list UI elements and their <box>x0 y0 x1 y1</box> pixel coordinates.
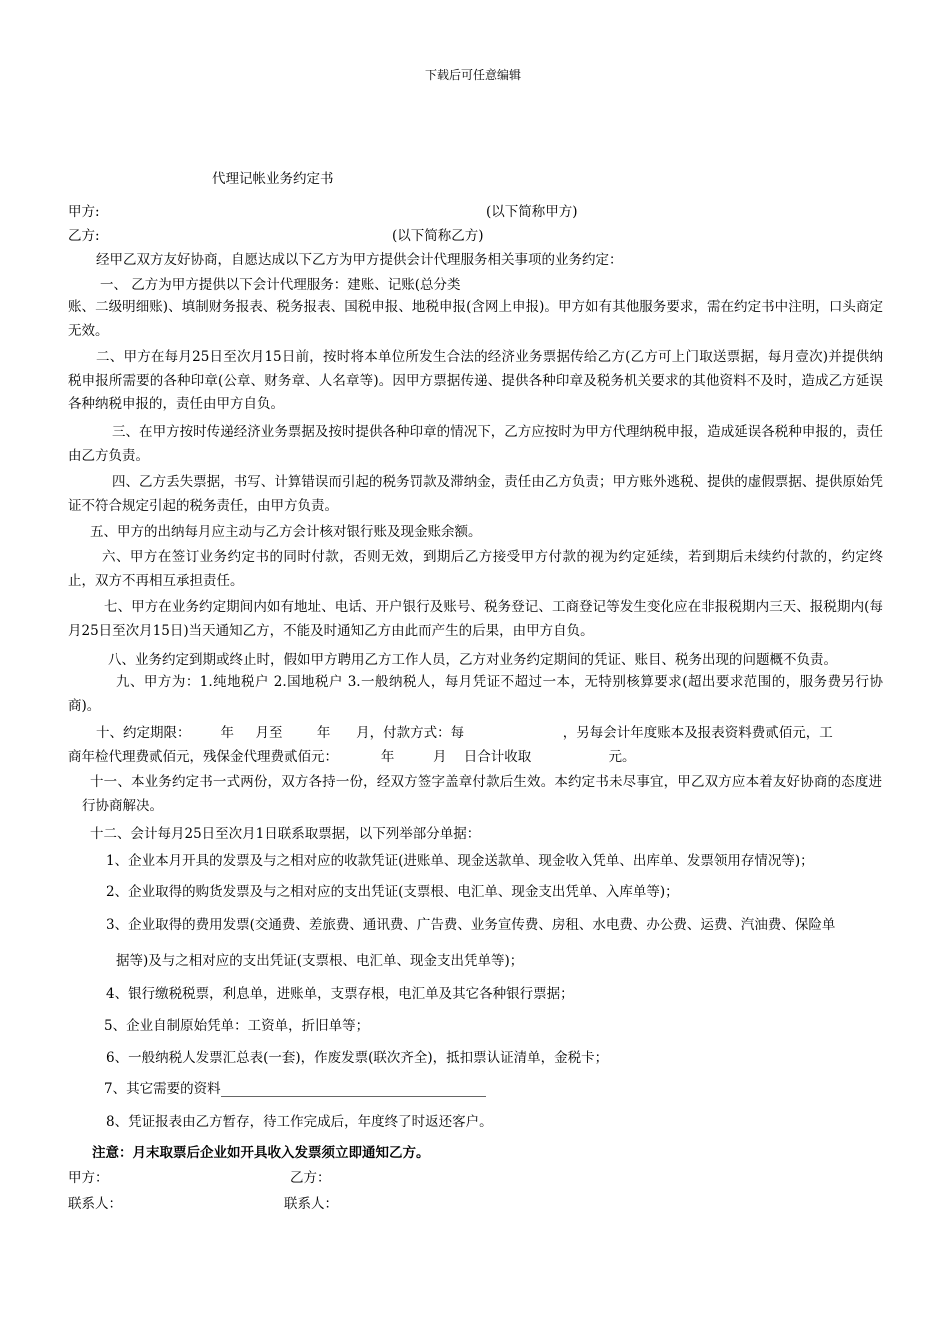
list-item-5: 5、企业自制原始凭单：工资单，折旧单等； <box>104 1018 370 1034</box>
clause-9: 九、甲方为：1.纯地税户 2.国地税户 3.一般纳税人，每月凭证不超过一本，无特别核算要求(超出要求范围的，服务费另行协商)。 <box>68 674 883 714</box>
clause-12: 十二、会计每月25日至次月1日联系取票据，以下列举部分单据： <box>90 826 481 842</box>
page-header: 下载后可任意编辑 <box>425 68 522 82</box>
party-a-note: (以下简称甲方) <box>486 204 578 220</box>
document-title: 代理记帐业务约定书 <box>212 171 334 187</box>
list-item-6: 6、一般纳税人发票汇总表(一套)，作废发票(联次齐全)，抵扣票认证清单，金税卡； <box>106 1050 609 1066</box>
party-b-note: (以下简称乙方) <box>392 228 484 244</box>
list-item-2: 2、企业取得的购货发票及与之相对应的支出凭证(支票根、电汇单、现金支出凭单、入库单等)； <box>106 884 679 900</box>
list-item-3-line1: 3、企业取得的费用发票(交通费、差旅费、通讯费、广告费、业务宣传费、房租、水电费、办公费、运费、汽油费、保险单 <box>106 917 836 933</box>
clause-8: 八、业务约定到期或终止时，假如甲方聘用乙方工作人员，乙方对业务约定期间的凭证、账目、税务出现的问题概不负责。 <box>108 652 837 668</box>
list-item-7 <box>104 1077 486 1097</box>
clause-11: 十一、本业务约定书一式两份，双方各持一份，经双方签字盖章付款后生效。本约定书未尽事宜，甲乙双方应本着友好协商的态度进行协商解决。 <box>82 774 882 814</box>
list-item-4: 4、银行缴税税票，利息单，进账单，支票存根，电汇单及其它各种银行票据； <box>106 986 574 1002</box>
fill-in-blank-line <box>221 1082 486 1097</box>
clause-10-line1: 十、约定期限： 年 月至 年 月，付款方式：每 ，另每会计年度账本及报表资料费贰佰元，工 <box>96 725 833 741</box>
clause-10-line2: 商年检代理费贰佰元，残保金代理费贰佰元： 年 月 日合计收取 元。 <box>68 749 636 765</box>
clause-7: 七、甲方在业务约定期间内如有地址、电话、开户银行及账号、税务登记、工商登记等发生变化应在非报税期内三天、报税期内(每月25日至次月15日)当天通知乙方，不能及时通知乙方由此而产生的后果，由甲方自负。 <box>68 599 883 639</box>
clause-1-line1: 一、 乙方为甲方提供以下会计代理服务：建账、记账(总分类 <box>100 277 461 293</box>
clause-4: 四、乙方丢失票据，书写、计算错误而引起的税务罚款及滞纳金，责任由乙方负责；甲方账外逃税、提供的虚假票据、提供原始凭证不符合规定引起的税务责任，由甲方负责。 <box>68 474 883 514</box>
contact-party-a: 联系人： <box>68 1196 122 1212</box>
notice-text: 注意：月末取票后企业如开具收入发票须立即通知乙方。 <box>92 1145 430 1161</box>
signature-party-b: 乙方： <box>290 1170 331 1186</box>
party-b-label: 乙方: <box>68 228 100 244</box>
signature-party-a: 甲方： <box>68 1170 109 1186</box>
list-item-1: 1、企业本月开具的发票及与之相对应的收款凭证(进账单、现金送款单、现金收入凭单、出库单、发票领用存情况等)； <box>106 853 814 869</box>
list-item-7-label: 7、其它需要的资料 <box>104 1081 221 1097</box>
clause-1-line2: 账、二级明细账)、填制财务报表、税务报表、国税申报、地税申报(含网上申报)。甲方如有其他服务要求，需在约定书中注明，口头商定无效。 <box>68 299 883 339</box>
contact-party-b: 联系人： <box>284 1196 338 1212</box>
list-item-8: 8、凭证报表由乙方暂存，待工作完成后，年度终了时返还客户。 <box>106 1114 493 1130</box>
clause-2: 二、甲方在每月25日至次月15日前，按时将本单位所发生合法的经济业务票据传给乙方(乙方可上门取送票据，每月壹次)并提供纳税申报所需要的各种印章(公章、财务章、人名章等)。因甲方票据传递、提供各种印章及税务机关要求的其他资料不及时，造成乙方延误各种纳税申报的，责任由甲方自负。 <box>68 349 883 412</box>
party-a-label: 甲方: <box>68 204 100 220</box>
clause-5: 五、甲方的出纳每月应主动与乙方会计核对银行账及现金账余额。 <box>90 524 482 540</box>
intro-text: 经甲乙双方友好协商，自愿达成以下乙方为甲方提供会计代理服务相关事项的业务约定： <box>96 252 623 268</box>
clause-3: 三、在甲方按时传递经济业务票据及按时提供各种印章的情况下，乙方应按时为甲方代理纳税申报，造成延误各税种申报的，责任由乙方负责。 <box>68 424 883 464</box>
list-item-3-line2: 据等)及与之相对应的支出凭证(支票根、电汇单、现金支出凭单等)； <box>116 953 524 969</box>
clause-6: 六、甲方在签订业务约定书的同时付款，否则无效，到期后乙方接受甲方付款的视为约定延续，若到期后未续约付款的，约定终止，双方不再相互承担责任。 <box>68 549 883 589</box>
